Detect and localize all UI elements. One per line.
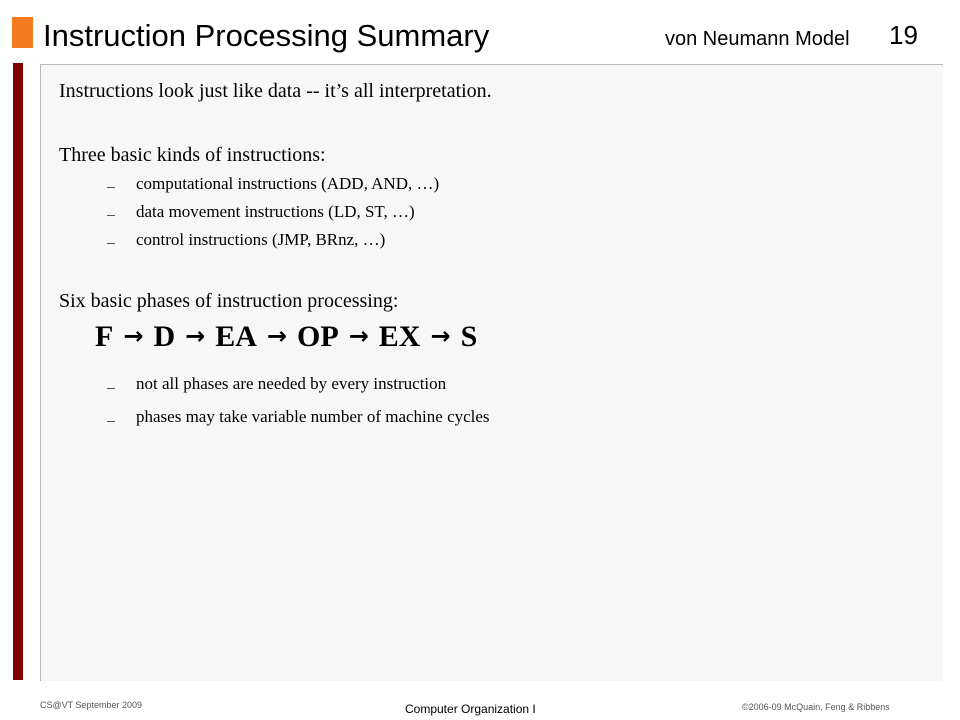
bullet-dash <box>107 243 115 244</box>
left-accent-bar <box>13 63 23 680</box>
kind-item: control instructions (JMP, BRnz, …) <box>136 230 386 249</box>
intro-text: Instructions look just like data -- it’s all interpretation. <box>59 80 492 102</box>
footer-course: Computer Organization I <box>405 702 536 716</box>
title-accent-square <box>12 17 33 48</box>
arrow-icon: → <box>185 322 206 350</box>
phase-note: phases may take variable number of machine cycles <box>136 407 490 426</box>
bullet-dash <box>107 421 115 422</box>
slide-title: Instruction Processing Summary <box>43 18 490 53</box>
phase-label: F <box>95 320 114 353</box>
bullet-dash <box>107 187 115 188</box>
footer-copyright: ©2006-09 McQuain, Feng & Ribbens <box>742 702 890 712</box>
bullet-dash <box>107 388 115 389</box>
phase-label: D <box>153 320 176 353</box>
kind-item: data movement instructions (LD, ST, …) <box>136 202 415 221</box>
phase-label: OP <box>297 320 339 353</box>
phase-label: EA <box>215 320 257 353</box>
section-label: von Neumann Model <box>665 28 850 50</box>
kind-item: computational instructions (ADD, AND, …) <box>136 174 440 193</box>
bullet-dash <box>107 215 115 216</box>
arrow-icon: → <box>266 322 288 350</box>
arrow-icon: → <box>348 322 369 350</box>
arrow-icon: → <box>123 322 144 350</box>
footer-date: CS@VT September 2009 <box>40 700 143 710</box>
kinds-heading: Three basic kinds of instructions: <box>59 144 326 166</box>
phases-heading: Six basic phases of instruction processing: <box>59 290 399 312</box>
slide-number: 19 <box>889 20 918 50</box>
phase-note: not all phases are needed by every instruction <box>136 374 447 393</box>
phase-label: S <box>460 320 478 353</box>
phase-label: EX <box>378 320 421 353</box>
phase-sequence <box>95 320 477 354</box>
arrow-icon: → <box>430 322 451 350</box>
